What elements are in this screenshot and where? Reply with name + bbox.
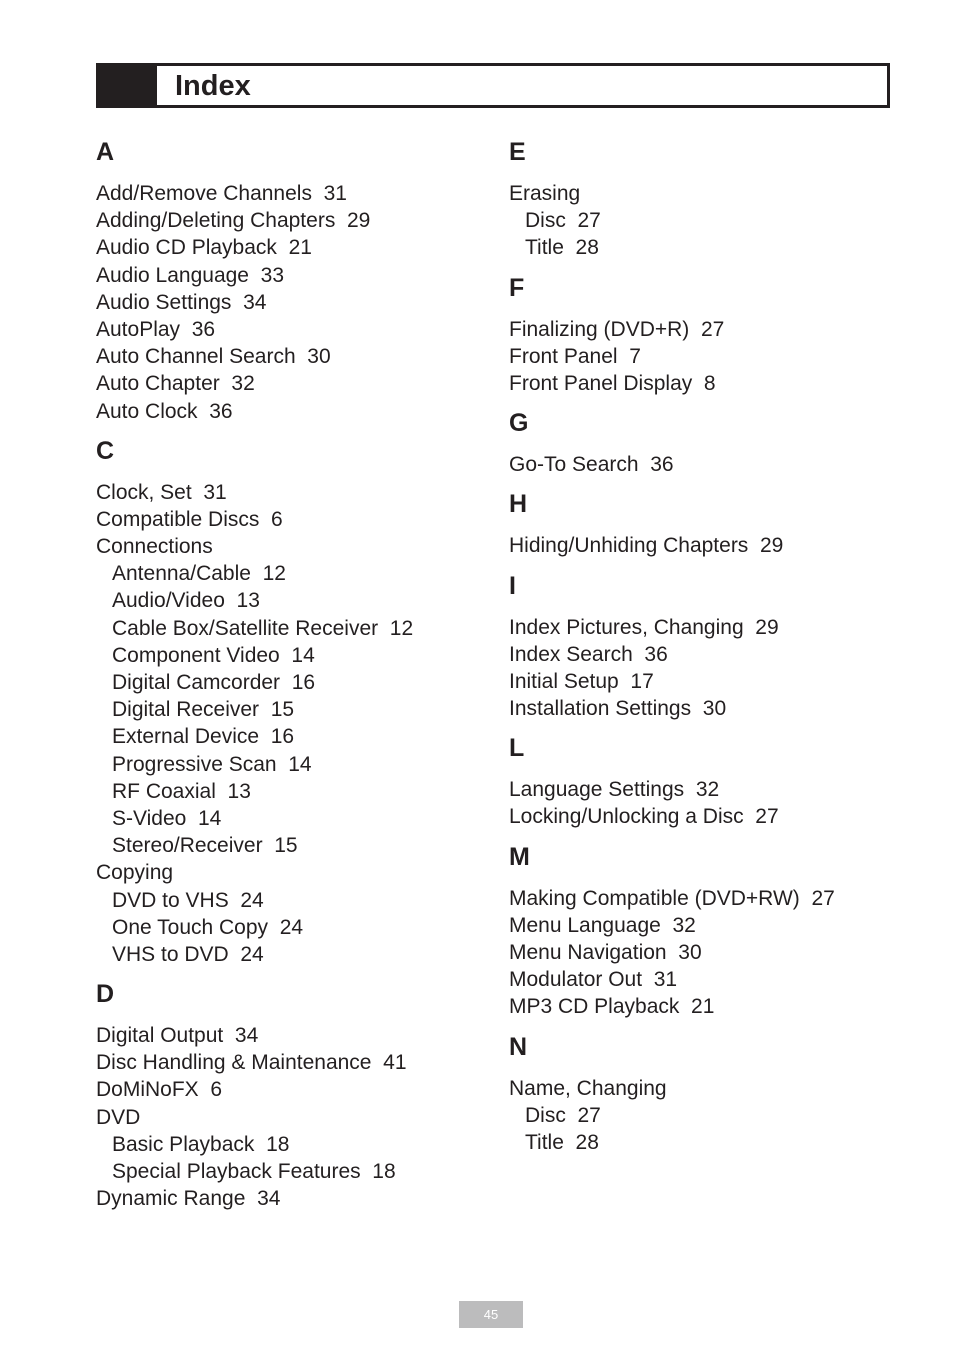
- index-entry: Menu Language 32: [509, 913, 696, 937]
- index-entry: Connections: [96, 535, 213, 559]
- index-subentry: Antenna/Cable 12: [112, 562, 286, 586]
- index-entry: DVD: [96, 1105, 141, 1129]
- index-section: [96, 134, 486, 425]
- index-subentry: VHS to DVD 24: [112, 942, 264, 966]
- index-subentry: Audio/Video 13: [112, 589, 260, 613]
- index-entry: Erasing: [509, 182, 581, 205]
- index-entry: Front Panel Display 8: [509, 371, 716, 395]
- section-letter-heading: A: [96, 138, 115, 166]
- page-title: Index: [175, 70, 251, 102]
- index-subentry: RF Coaxial 13: [112, 779, 251, 803]
- index-subentry: Stereo/Receiver 15: [112, 834, 298, 858]
- index-subentry: Basic Playback 18: [112, 1132, 290, 1156]
- index-section: [509, 405, 889, 478]
- index-column-left: [96, 134, 486, 1220]
- index-entry: MP3 CD Playback 21: [509, 995, 715, 1019]
- index-subentry: Digital Receiver 15: [112, 698, 295, 722]
- index-entry: Disc Handling & Maintenance 41: [96, 1051, 407, 1075]
- section-letter-heading: D: [96, 980, 115, 1009]
- index-entry: Audio Language 33: [96, 263, 285, 287]
- index-entry: Auto Clock 36: [96, 399, 233, 423]
- section-letter-heading: M: [509, 842, 530, 871]
- section-letter-heading: H: [509, 490, 528, 519]
- index-entry: Compatible Discs 6: [96, 507, 283, 531]
- index-entry: Initial Setup 17: [509, 669, 654, 693]
- section-letter-heading: I: [509, 571, 516, 600]
- header-accent-block: [99, 66, 157, 105]
- index-entry: Audio CD Playback 21: [96, 236, 312, 260]
- index-subentry: Component Video 14: [112, 643, 315, 667]
- index-entry: Installation Settings 30: [509, 697, 727, 721]
- index-section: [509, 270, 889, 398]
- index-entry: Finalizing (DVD+R) 27: [509, 317, 725, 341]
- index-subentry: Title 28: [525, 1130, 599, 1154]
- index-entry: Add/Remove Channels 31: [96, 182, 347, 205]
- index-entry: Locking/Unlocking a Disc 27: [509, 805, 779, 829]
- index-entry: Index Search 36: [509, 642, 668, 666]
- index-entry: Menu Navigation 30: [509, 941, 702, 964]
- index-entry: Hiding/Unhiding Chapters 29: [509, 534, 784, 558]
- index-entry: Go-To Search 36: [509, 453, 674, 477]
- index-section: [96, 433, 486, 968]
- index-subentry: Special Playback Features 18: [112, 1160, 396, 1183]
- index-section: [509, 486, 889, 559]
- index-entry: Auto Channel Search 30: [96, 345, 331, 369]
- index-entry: Modulator Out 31: [509, 968, 678, 992]
- index-section: [509, 1029, 889, 1157]
- section-letter-heading: G: [509, 409, 529, 438]
- index-subentry: External Device 16: [112, 725, 295, 749]
- index-entry: Making Compatible (DVD+RW) 27: [509, 886, 835, 910]
- index-subentry: One Touch Copy 24: [112, 915, 304, 939]
- index-subentry: S-Video 14: [112, 806, 222, 830]
- index-subentry: Disc 27: [525, 209, 601, 233]
- index-entry: DoMiNoFX 6: [96, 1078, 223, 1102]
- index-entry: Dynamic Range 34: [96, 1187, 281, 1211]
- index-entry: Language Settings 32: [509, 778, 720, 802]
- index-subentry: Digital Camcorder 16: [112, 671, 316, 694]
- section-letter-heading: C: [96, 436, 115, 465]
- index-section: [96, 976, 486, 1212]
- index-entry: AutoPlay 36: [96, 317, 216, 341]
- index-subentry: Cable Box/Satellite Receiver 12: [112, 616, 414, 640]
- index-entry: Auto Chapter 32: [96, 372, 255, 396]
- index-subentry: Title 28: [525, 236, 599, 260]
- section-letter-heading: F: [509, 273, 525, 302]
- index-section: [509, 568, 889, 723]
- index-section: [509, 730, 889, 830]
- index-entry: Digital Output 34: [96, 1024, 259, 1048]
- section-letter-heading: N: [509, 1032, 528, 1061]
- index-header-bar: [96, 63, 890, 108]
- index-section: [509, 134, 889, 262]
- index-entry: Clock, Set 31: [96, 480, 227, 504]
- index-entry: Audio Settings 34: [96, 290, 267, 314]
- index-entry: Copying: [96, 861, 174, 885]
- index-entry: Name, Changing: [509, 1076, 667, 1100]
- index-entry: Front Panel 7: [509, 344, 641, 368]
- index-section: [509, 839, 889, 1021]
- index-entry: Index Pictures, Changing 29: [509, 615, 779, 639]
- section-letter-heading: E: [509, 138, 526, 166]
- index-column-right: [509, 134, 889, 1164]
- page-number-badge: 45: [459, 1301, 523, 1328]
- section-letter-heading: L: [509, 734, 525, 763]
- index-subentry: DVD to VHS 24: [112, 888, 264, 912]
- index-subentry: Disc 27: [525, 1103, 601, 1127]
- index-subentry: Progressive Scan 14: [112, 752, 312, 776]
- index-entry: Adding/Deleting Chapters 29: [96, 209, 371, 233]
